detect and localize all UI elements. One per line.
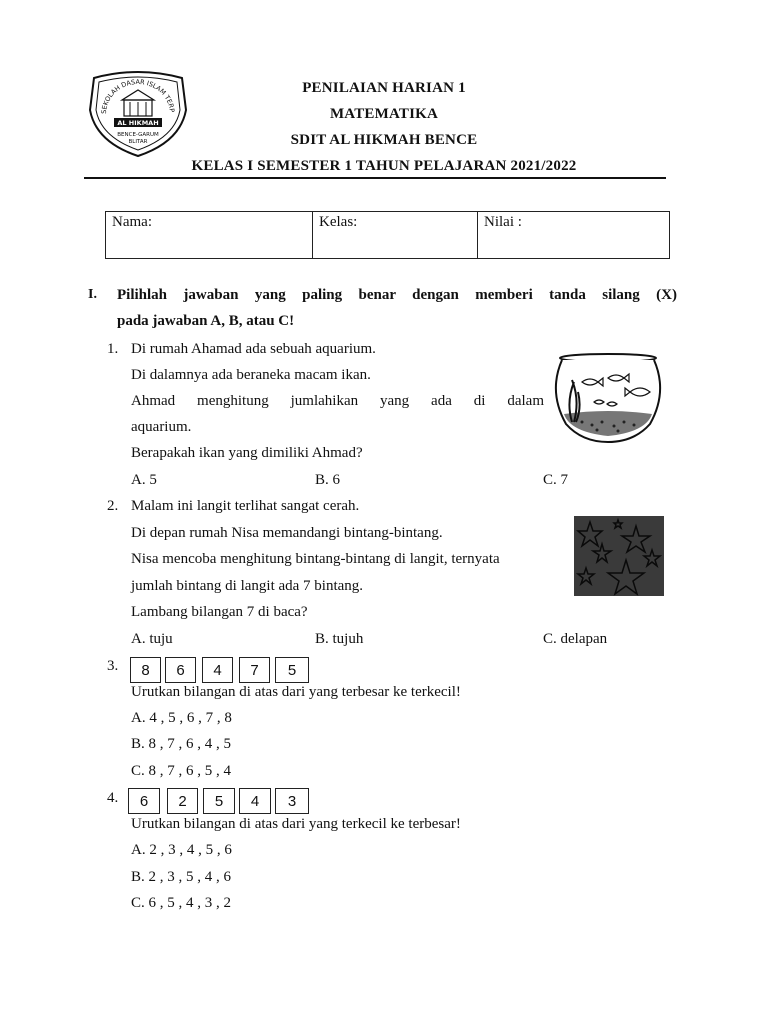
q3-box: 7 bbox=[239, 657, 270, 683]
q2-number: 2. bbox=[107, 498, 119, 514]
q4-number-boxes bbox=[128, 788, 312, 816]
score-field[interactable]: Nilai : bbox=[478, 212, 670, 259]
q3-box: 8 bbox=[130, 657, 161, 683]
q4-option-b[interactable]: B. 2 , 3 , 5 , 4 , 6 bbox=[131, 869, 232, 885]
q1-line5: Berapakah ikan yang dimiliki Ahmad? bbox=[131, 445, 363, 461]
q1-option-a[interactable]: A. 5 bbox=[131, 472, 157, 488]
q3-box: 4 bbox=[202, 657, 233, 683]
q3-number-boxes bbox=[130, 657, 312, 685]
q1-line2: Di dalamnya ada beraneka macam ikan. bbox=[131, 367, 371, 383]
q3-box: 5 bbox=[275, 657, 309, 683]
q4-box: 3 bbox=[275, 788, 309, 814]
section-number: I. bbox=[88, 287, 97, 302]
q1-option-c[interactable]: C. 7 bbox=[543, 472, 569, 488]
name-field[interactable]: Nama: bbox=[106, 212, 313, 259]
aquarium-image bbox=[552, 352, 664, 444]
q4-box: 2 bbox=[167, 788, 198, 814]
q2-line1: Malam ini langit terlihat sangat cerah. bbox=[131, 498, 360, 514]
logo-place2: BLITAR bbox=[128, 139, 148, 145]
logo-place1: BENCE-GARUM bbox=[117, 132, 159, 138]
logo-arc-text: SEKOLAH DASAR ISLAM TERP bbox=[99, 77, 176, 115]
q2-option-b[interactable]: B. tujuh bbox=[315, 631, 364, 647]
q1-line4: aquarium. bbox=[131, 419, 192, 435]
q3-number: 3. bbox=[107, 658, 119, 674]
q1-line1: Di rumah Ahamad ada sebuah aquarium. bbox=[131, 341, 376, 357]
q4-option-a[interactable]: A. 2 , 3 , 4 , 5 , 6 bbox=[131, 842, 232, 858]
q2-option-a[interactable]: A. tuju bbox=[131, 631, 173, 647]
section-instruction-line1: Pilihlah jawaban yang paling benar dengan memberi tanda silang (X) bbox=[117, 287, 677, 303]
header-divider bbox=[84, 177, 666, 179]
q1-number: 1. bbox=[107, 341, 119, 357]
q1-option-b[interactable]: B. 6 bbox=[315, 472, 341, 488]
header-title: PENILAIAN HARIAN 1 bbox=[302, 80, 466, 96]
section-instruction-line2: pada jawaban A, B, atau C! bbox=[117, 313, 295, 329]
q2-line2: Di depan rumah Nisa memandangi bintang-bintang. bbox=[131, 525, 443, 541]
q3-box: 6 bbox=[165, 657, 196, 683]
q2-line3: Nisa mencoba menghitung bintang-bintang di langit, ternyata bbox=[131, 551, 500, 567]
header-subject: MATEMATIKA bbox=[329, 106, 439, 122]
q1-line3: Ahmad menghitung jumlahikan yang ada di dalam bbox=[131, 393, 544, 409]
logo-banner: AL HIKMAH bbox=[117, 119, 159, 127]
q4-box: 4 bbox=[239, 788, 271, 814]
header-school: SDIT AL HIKMAH BENCE bbox=[290, 132, 478, 148]
q4-box: 5 bbox=[203, 788, 235, 814]
class-field[interactable]: Kelas: bbox=[313, 212, 478, 259]
student-info-table bbox=[105, 211, 670, 259]
q2-option-c[interactable]: C. delapan bbox=[543, 631, 608, 647]
q3-option-c[interactable]: C. 8 , 7 , 6 , 5 , 4 bbox=[131, 763, 232, 779]
night-stars-image bbox=[574, 516, 664, 596]
q4-option-c[interactable]: C. 6 , 5 , 4 , 3 , 2 bbox=[131, 895, 232, 911]
q2-line5: Lambang bilangan 7 di baca? bbox=[131, 604, 308, 620]
q3-question: Urutkan bilangan di atas dari yang terbesar ke terkecil! bbox=[131, 684, 461, 700]
q4-box: 6 bbox=[128, 788, 160, 814]
q2-line4: jumlah bintang di langit ada 7 bintang. bbox=[131, 578, 364, 594]
q3-option-b[interactable]: B. 8 , 7 , 6 , 4 , 5 bbox=[131, 736, 232, 752]
q3-option-a[interactable]: A. 4 , 5 , 6 , 7 , 8 bbox=[131, 710, 232, 726]
q4-number: 4. bbox=[107, 790, 119, 806]
q4-question: Urutkan bilangan di atas dari yang terkecil ke terbesar! bbox=[131, 816, 461, 832]
header-class: KELAS I SEMESTER 1 TAHUN PELAJARAN 2021/2022 bbox=[191, 158, 577, 174]
